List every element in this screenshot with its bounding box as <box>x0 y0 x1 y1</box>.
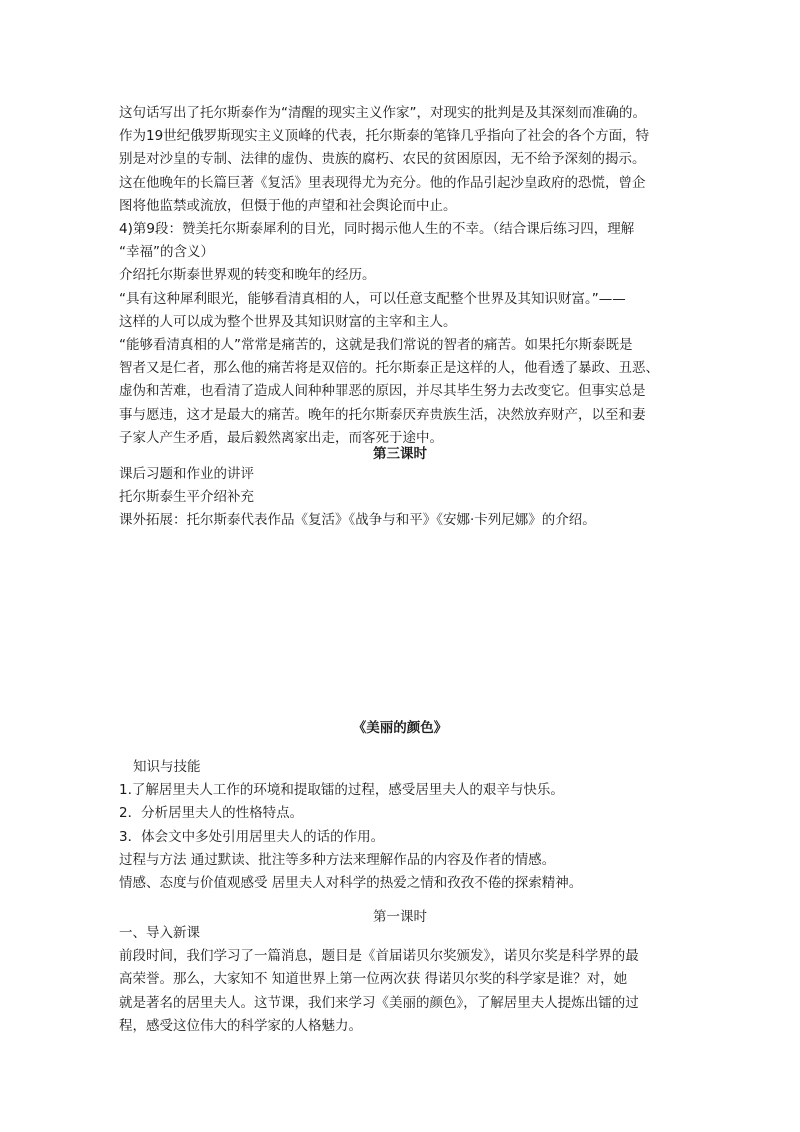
intro-line: 程，感受这位伟大的科学家的人格魅力。 <box>119 1017 362 1034</box>
paragraph-line: “具有这种犀利眼光，能够看清真相的人，可以任意支配整个世界及其知识财富。”—— <box>119 290 626 307</box>
lesson3-item: 课外拓展：托尔斯泰代表作品《复活》《战争与和平》《安娜·卡列尼娜》的介绍。 <box>119 512 596 529</box>
objective-item: 情感、态度与价值观感受 居里夫人对科学的热爱之情和孜孜不倦的探索精神。 <box>119 875 583 892</box>
objective-item: 2．分析居里夫人的性格特点。 <box>119 805 304 822</box>
paragraph-line: 这在他晚年的长篇巨著《复活》里表现得尤为充分。他的作品引起沙皇政府的恐慌，曾企 <box>119 174 646 191</box>
lesson1-intro <box>119 922 689 1038</box>
objectives-heading: 知识与技能 <box>133 759 201 775</box>
intro-line: 前段时间，我们学习了一篇消息，题目是《首届诺贝尔奖颁发》，诺贝尔奖是科学界的最 <box>119 948 639 965</box>
paragraph-line: 介绍托尔斯泰世界观的转变和晚年的经历。 <box>119 267 376 284</box>
article-title: 《美丽的颜色》 <box>352 720 448 736</box>
lesson1-title: 第一课时 <box>373 909 427 925</box>
paragraph-line: “能够看清真相的人”常常是痛苦的，这就是我们常说的智者的痛苦。如果托尔斯泰既是 <box>119 337 633 354</box>
paragraph-line: 这句话写出了托尔斯泰作为“清醒的现实主义作家”，对现实的批判是及其深刻而准确的。 <box>119 105 646 121</box>
lesson3-title: 第三课时 <box>373 446 427 462</box>
paragraph-line: 虚伪和苦难，也看清了造成人间种种罪恶的原因，并尽其毕生努力去改变它。但事实总是 <box>119 383 646 400</box>
intro-heading: 一、导入新课 <box>119 925 200 941</box>
lesson3-item: 课后习题和作业的讲评 <box>119 466 254 482</box>
intro-line: 就是著名的居里夫人。这节课，我们来学习《美丽的颜色》，了解居里夫人提炼出镭的过 <box>119 994 639 1011</box>
paragraph-line: 这样的人可以成为整个世界及其知识财富的主宰和主人。 <box>119 313 457 330</box>
objective-item: 过程与方法 通过默读、批注等多种方法来理解作品的内容及作者的情感。 <box>119 851 556 868</box>
paragraph-line: 4)第9段：赞美托尔斯泰犀利的目光，同时揭示他人生的不幸。（结合课后练习四，理解 <box>119 221 635 238</box>
lesson3-content <box>119 463 689 533</box>
paragraph-line: 事与愿违，这才是最大的痛苦。晚年的托尔斯泰厌弃贵族生活，决然放弃财产，以至和妻 <box>119 406 646 423</box>
paragraph-line: 作为19世纪俄罗斯现实主义顶峰的代表，托尔斯泰的笔锋几乎指向了社会的各个方面，特 <box>119 128 650 145</box>
lesson3-item: 托尔斯泰生平介绍补充 <box>119 489 254 506</box>
tolstoy-analysis-section <box>119 102 689 450</box>
paragraph-line: “幸福”的含义） <box>119 244 214 261</box>
paragraph-line: 图将他监禁或流放，但慑于他的声望和社会舆论而中止。 <box>119 197 457 214</box>
intro-line: 高荣誉。那么，大家知不 知道世界上第一位两次获 得诺贝尔奖的科学家是谁？对，她 <box>119 971 628 988</box>
objective-item: 3．体会文中多处引用居里夫人的话的作用。 <box>119 828 385 845</box>
paragraph-line: 智者又是仁者，那么他的痛苦将是双倍的。托尔斯泰正是这样的人，他看透了暴政、丑恶、 <box>119 360 659 377</box>
objective-item: 1.了解居里夫人工作的环境和提取镭的过程，感受居里夫人的艰辛与快乐。 <box>119 782 564 799</box>
teaching-objectives <box>119 756 689 895</box>
paragraph-line: 子家人产生矛盾，最后毅然离家出走，而客死于途中。 <box>119 429 443 446</box>
paragraph-line: 别是对沙皇的专制、法律的虚伪、贵族的腐朽、农民的贫困原因，无不给予深刻的揭示。 <box>119 151 646 168</box>
